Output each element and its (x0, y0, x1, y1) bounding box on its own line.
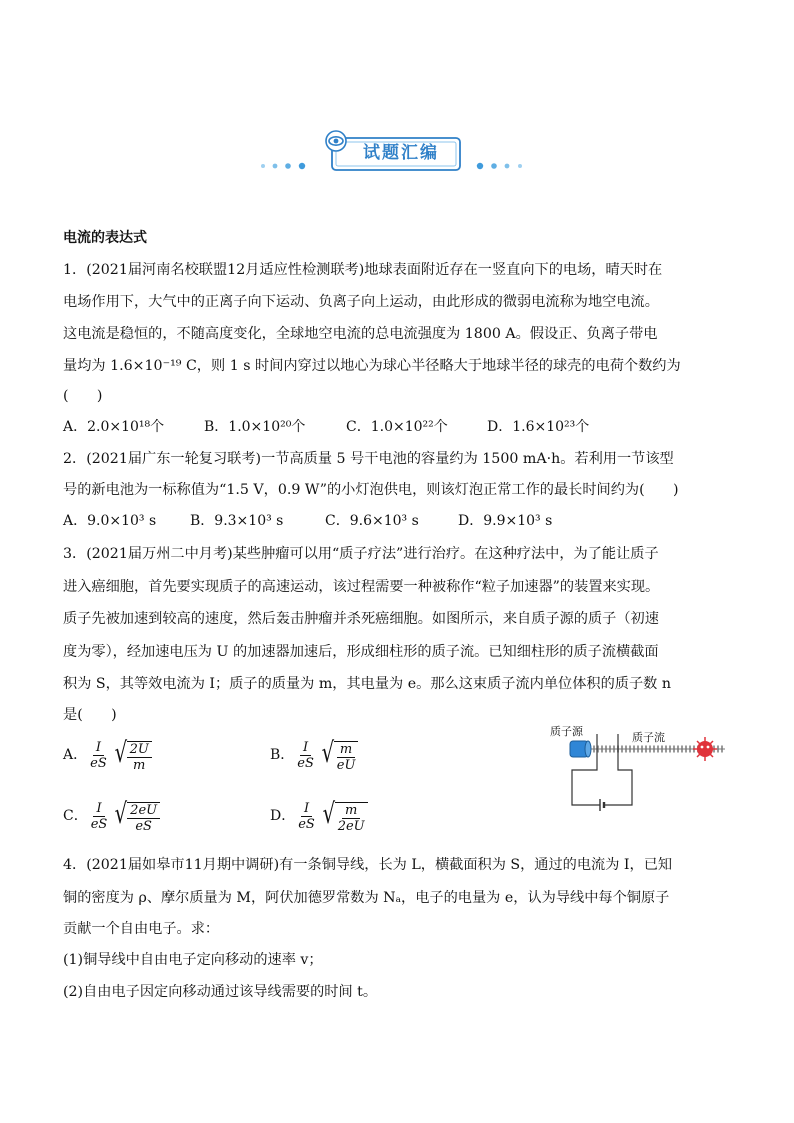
q2-line: 号的新电池为一标称值为“1.5 V，0.9 W”的小灯泡供电，则该灯泡正常工作的最长时间约为( ) (63, 482, 679, 498)
q2-option-d: D．9.9×10³ s (458, 513, 553, 529)
option-letter: C． (63, 808, 88, 824)
q3-option-a (63, 735, 152, 775)
q4-line: (1)铜导线中自由电子定向移动的速率 v； (63, 952, 323, 968)
radicand-numerator: 2U (127, 742, 152, 758)
proton-beam-label: 质子流 (632, 731, 665, 744)
q3-line: 积为 S，其等效电流为 I；质子的质量为 m，其电量为 e。那么这束质子流内单位体积的质子数 n (63, 676, 671, 692)
q1-line: ( ) (63, 388, 103, 404)
radicand-denominator: 2eU (337, 818, 365, 834)
square-root: √ $\frac{2eU}{eS}$ (112, 799, 160, 834)
q3-line: 度为零），经加速电压为 U 的加速器加速后，形成细柱形的质子流。已知细柱形的质子流横截面 (63, 644, 659, 660)
q3-option-b (270, 735, 358, 775)
q1-line: 量均为 1.6×10⁻¹⁹ C，则 1 s 时间内穿过以地心为球心半径略大于地球半径的球壳的电荷个数约为 (63, 358, 681, 374)
fraction-numerator: I (93, 801, 104, 817)
q4-line: 铜的密度为 ρ、摩尔质量为 M，阿伏加德罗常数为 Nₐ，电子的电量为 e，认为导线中每个铜原子 (63, 890, 670, 906)
fraction-numerator: I (300, 740, 311, 756)
radicand-numerator: m (342, 803, 360, 819)
fraction (294, 740, 317, 771)
fraction (88, 801, 111, 832)
radicand-numerator: 2eU (127, 803, 160, 819)
square-root: √ $\frac{m}{2eU}$ (320, 799, 368, 834)
proton-accelerator-figure (540, 722, 740, 817)
option-letter: B． (270, 747, 295, 763)
q4-line: 贡献一个自由电子。求： (63, 921, 220, 937)
radicand-denominator: eS (135, 818, 152, 834)
q1-line: 1．(2021届河南名校联盟12月适应性检测联考)地球表面附近存在一竖直向下的电场，晴天时在 (63, 262, 663, 278)
tumor-target-icon (693, 737, 717, 761)
q1-line: 电场作用下，大气中的正离子向下运动、负离子向上运动，由此形成的微弱电流称为地空电流。 (63, 294, 659, 310)
square-root: √ $\frac{2U}{m}$ (112, 738, 152, 773)
section-heading: 电流的表达式 (63, 230, 147, 246)
fraction-denominator: eS (298, 816, 315, 832)
q2-option-b: B．9.3×10³ s (190, 513, 284, 529)
q3-line: 3．(2021届万州二中月考)某些肿瘤可以用“质子疗法”进行治疗。在这种疗法中，为了能让质子 (63, 546, 659, 562)
q3-option-c (63, 796, 160, 836)
fraction-denominator: eS (90, 816, 108, 832)
radicand-numerator: m (337, 742, 355, 758)
q1-option-b: B．1.0×10²⁰个 (204, 419, 306, 435)
banner-title: 试题汇编 (363, 143, 439, 163)
q1-option-d: D．1.6×10²³个 (487, 419, 590, 435)
eye-icon (323, 130, 349, 156)
q3-option-d (270, 796, 368, 836)
q4-line: (2)自由电子因定向移动通过该导线需要的时间 t。 (63, 984, 378, 1000)
q4-line: 4．(2021届如皋市11月期中调研)有一条铜导线，长为 L，横截面积为 S，通过的电流为 I，已知 (63, 857, 673, 873)
section-banner (255, 128, 540, 176)
radicand-denominator: eU (336, 757, 356, 773)
radicand-denominator: m (133, 757, 146, 773)
q1-line: 这电流是稳恒的，不随高度变化，全球地空电流的总电流强度为 1800 A。假设正、负离子带电 (63, 326, 658, 342)
fraction (295, 801, 318, 832)
option-letter: D． (270, 808, 296, 824)
q1-option-c: C．1.0×10²²个 (346, 419, 448, 435)
q2-line: 2．(2021届广东一轮复习联考)一节高质量 5 号干电池的容量约为 1500 mA·h。若利用一节该型 (63, 451, 674, 467)
fraction-numerator: I (93, 740, 104, 756)
q2-option-a: A．9.0×10³ s (63, 513, 157, 529)
q2-option-c: C．9.6×10³ s (325, 513, 419, 529)
option-letter: A． (63, 747, 88, 763)
q1-option-a: A．2.0×10¹⁸个 (63, 419, 165, 435)
fraction-denominator: eS (297, 755, 314, 771)
q3-line: 进入癌细胞，首先要实现质子的高速运动，该过程需要一种被称作“粒子加速器”的装置来实现。 (63, 579, 660, 595)
square-root: √ $\frac{m}{eU}$ (319, 738, 359, 773)
proton-source-label: 质子源 (550, 725, 583, 738)
fraction (87, 740, 110, 771)
fraction-denominator: eS (90, 755, 107, 771)
fraction-numerator: I (301, 801, 312, 817)
q3-line: 质子先被加速到较高的速度，然后轰击肿瘤并杀死癌细胞。如图所示，来自质子源的质子（初速 (63, 611, 659, 627)
q3-line: 是( ) (63, 707, 117, 723)
